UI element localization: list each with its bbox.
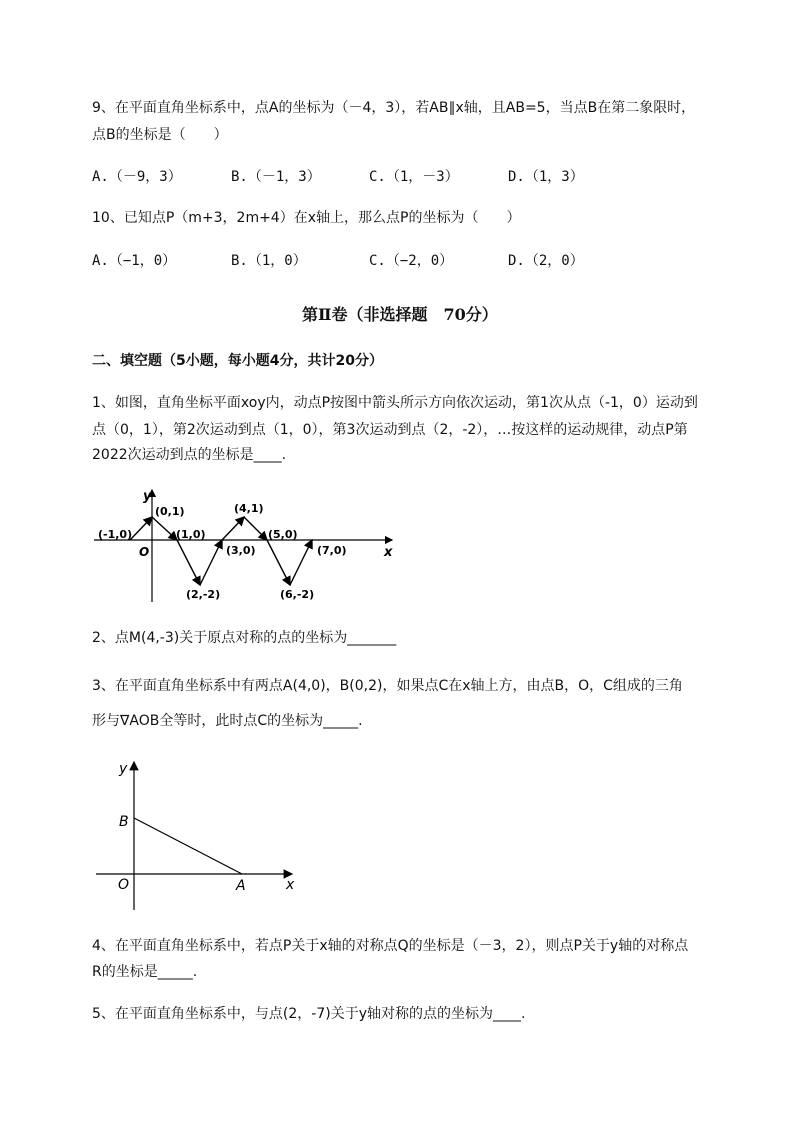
f3-text-line2: 形与∇AOB全等时，此时点C的坐标为_____. (92, 713, 363, 729)
f3-text-line1: 3、在平面直角坐标系中有两点A(4,0)，B(0,2)，如果点C在x轴上方，由点B，O，C组成的三角 (92, 678, 683, 694)
q10-text-line1: 10、已知点P（m+3，2m+4）在x轴上，那么点P的坐标为（ ） (92, 210, 521, 226)
f4-text-line1: 4、在平面直角坐标系中，若点P关于x轴的对称点Q的坐标是（－3，2），则点P关于y轴的对称点 (92, 938, 689, 954)
section2-heading: 二、填空题（5小题，每小题4分，共计20分） (92, 353, 383, 369)
f1-point-label: (1,0) (176, 528, 206, 541)
q9-option-c: C.（1，－3） (369, 169, 459, 185)
f1-point-label: (4,1) (234, 502, 264, 515)
q9-text-line1: 9、在平面直角坐标系中，点A的坐标为（－4，3），若AB∥x轴，且AB=5，当点B在第二象限时， (92, 100, 696, 116)
f3-point-b-label: B (119, 814, 129, 830)
f1-point-label: (3,0) (226, 544, 256, 557)
f3-triangle-figure (92, 756, 312, 916)
f3-point-a-label: A (236, 878, 246, 894)
f5-text-line1: 5、在平面直角坐标系中，与点(2，-7)关于y轴对称的点的坐标为____. (92, 1006, 526, 1022)
q9-text-line2: 点B的坐标是（ ） (92, 127, 228, 143)
f3-axis-x-label: x (286, 877, 295, 893)
q10-option-c: C.（−2，0） (369, 253, 454, 269)
f3-segment-ab (134, 818, 242, 874)
f1-axis-x-label: x (384, 545, 393, 560)
f1-point-label: (7,0) (317, 544, 347, 557)
f1-point-label: (-1,0) (98, 528, 133, 541)
part2-title: 第Ⅱ卷（非选择题 70分） (302, 305, 498, 324)
f3-axis-y-label: y (119, 761, 128, 777)
f3-origin-label: O (118, 877, 130, 893)
f1-point-label: (5,0) (268, 528, 298, 541)
f1-text-line2: 点（0，1），第2次运动到点（1，0），第3次运动到点（2，-2），…按这样的运动规律，动点P第 (92, 422, 688, 438)
f1-zigzag-figure (92, 484, 412, 608)
f1-text-line3: 2022次运动到点的坐标是____. (92, 447, 287, 463)
f4-text-line2: R的坐标是_____. (92, 964, 198, 980)
q9-option-a: A.（－9，3） (92, 169, 182, 185)
f1-point-label: (2,-2) (186, 588, 221, 601)
f1-axis-y-label: y (143, 489, 152, 504)
f1-point-label: (6,-2) (280, 588, 315, 601)
f2-text-line1: 2、点M(4,-3)关于原点对称的点的坐标为_______ (92, 630, 397, 646)
f1-text-line1: 1、如图，直角坐标平面xoy内，动点P按图中箭头所示方向依次运动，第1次从点（-1，0）运动到 (92, 395, 698, 411)
f1-point-label: (0,1) (155, 505, 185, 518)
q10-option-d: D.（2，0） (508, 253, 584, 269)
q10-option-b: B.（1，0） (231, 253, 307, 269)
q9-option-d: D.（1，3） (508, 169, 584, 185)
f1-origin-label: O (139, 545, 150, 559)
q9-option-b: B.（－1，3） (231, 169, 321, 185)
q10-option-a: A.（−1，0） (92, 253, 177, 269)
